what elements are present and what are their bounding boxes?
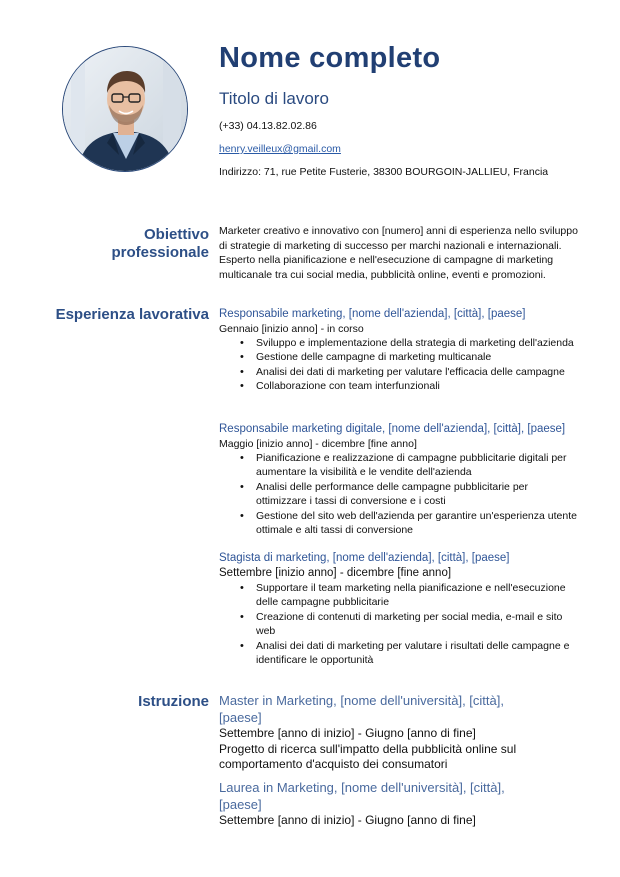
education-entry — [219, 692, 549, 773]
portrait-image — [63, 47, 188, 172]
bullet-item: • Creazione di contenuti di marketing per social media, e-mail e sito web — [256, 610, 579, 639]
objective-text: Marketer creativo e innovativo con [numero] anni di esperienza nello sviluppo di strategie di marketing di successo per marchi nazionali e internazionali. Esperto nella pianificazione e nell'esecuzione di campagne di marketing multicanale tra cui social media, pubblicità online, eventi e promozioni. — [219, 225, 578, 281]
bullet-item: • Collaborazione con team interfunzionali — [256, 379, 579, 393]
experience-section-title: Esperienza lavorativa — [55, 306, 209, 323]
bullet-item: • Sviluppo e implementazione della strategia di marketing dell'azienda — [256, 336, 579, 350]
education-entry — [219, 779, 549, 829]
bullet-item: • Supportare il team marketing nella pianificazione e nell'esecuzione delle campagne pubblicitarie — [256, 581, 579, 610]
bullet-item: • Gestione delle campagne di marketing multicanale — [256, 350, 579, 364]
degree-title: Master in Marketing, [nome dell'università], [città], [paese] — [219, 693, 504, 725]
job-entry — [219, 422, 579, 537]
job-dates: Maggio [inizio anno] - dicembre [fine anno] — [219, 438, 417, 450]
bullet-item: • Pianificazione e realizzazione di campagne pubblicitarie digitali per aumentare la visibilità e le vendite dell'azienda — [256, 451, 579, 480]
job-entry — [219, 551, 579, 667]
job-dates: Settembre [inizio anno] - dicembre [fine anno] — [219, 567, 452, 579]
phone-number: (+33) 04.13.82.02.86 — [219, 120, 317, 132]
job-bullets — [219, 336, 579, 394]
job-bullets — [219, 451, 579, 537]
bullet-item: • Analisi delle performance delle campagne pubblicitarie per ottimizzare i tassi di conversione e i costi — [256, 480, 579, 509]
degree-note: Progetto di ricerca sull'impatto della pubblicità online sul comportamento d'acquisto dei consumatori — [219, 741, 517, 771]
job-bullets — [219, 581, 579, 667]
degree-dates: Settembre [anno di inizio] - Giugno [anno di fine] — [219, 726, 476, 740]
job-role: Responsabile marketing, [nome dell'azienda], [città], [paese] — [219, 308, 526, 320]
degree-dates: Settembre [anno di inizio] - Giugno [anno di fine] — [219, 813, 476, 827]
job-dates: Gennaio [inizio anno] - in corso — [219, 323, 364, 335]
job-role: Stagista di marketing, [nome dell'azienda], [città], [paese] — [219, 552, 510, 564]
bullet-item: • Analisi dei dati di marketing per valutare l'efficacia delle campagne — [256, 365, 579, 379]
bullet-item: • Gestione del sito web dell'azienda per garantire un'esperienza utente ottimale e alti tassi di conversione — [256, 509, 579, 538]
degree-title: Laurea in Marketing, [nome dell'università], [città], [paese] — [219, 780, 505, 812]
profile-photo — [62, 46, 188, 172]
education-section-title: Istruzione — [138, 693, 209, 710]
job-title: Titolo di lavoro — [219, 89, 329, 108]
job-entry — [219, 307, 579, 394]
bullet-item: • Analisi dei dati di marketing per valutare i risultati delle campagne e identificare le opportunità — [256, 639, 579, 668]
objective-section-title — [111, 226, 209, 262]
job-role: Responsabile marketing digitale, [nome dell'azienda], [città], [paese] — [219, 423, 566, 435]
email-link[interactable]: henry.veilleux@gmail.com — [219, 143, 341, 155]
full-name: Nome completo — [219, 42, 441, 74]
address: Indirizzo: 71, rue Petite Fusterie, 38300 BOURGOIN-JALLIEU, Francia — [219, 166, 549, 178]
objective-title-line1: Obiettivo — [143, 226, 209, 243]
objective-title-line2: professionale — [111, 244, 209, 261]
